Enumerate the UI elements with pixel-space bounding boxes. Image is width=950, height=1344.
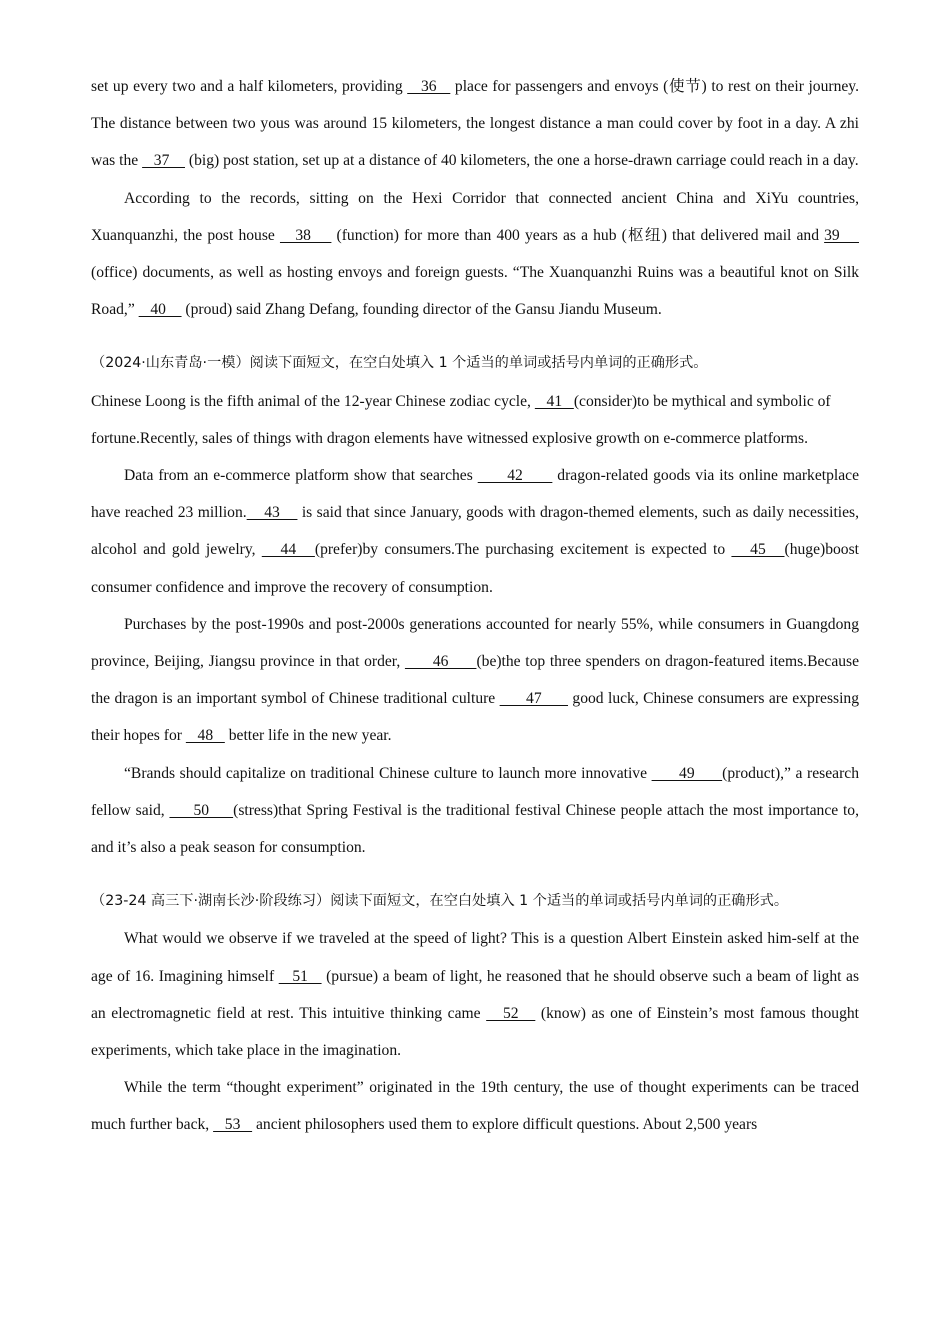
- section-gap: [91, 866, 859, 883]
- answer-blank[interactable]: 38: [279, 226, 332, 244]
- text-segment: (function) for more than 400 years as a hub (枢纽) that delivered mail and: [331, 226, 825, 244]
- s2-paragraph-4: [91, 755, 859, 867]
- text-segment: good luck, Chinese consumers are expressing their hopes for: [91, 690, 860, 745]
- s2-paragraph-3: [91, 606, 859, 755]
- answer-blank[interactable]: 43: [246, 504, 298, 522]
- text-segment: (prefer)by consumers.The purchasing excitement is expected to: [314, 541, 732, 559]
- text-segment: Data from an e-commerce platform show that searches: [124, 467, 478, 485]
- text-segment: (pursue) a beam of light, he reasoned that he should observe such a beam of light as an electromagnetic field at rest. This intuitive thinking came: [91, 967, 860, 1022]
- text-segment: ancient philosophers used them to explore difficult questions. About 2,500 years: [252, 1116, 758, 1134]
- text-segment: better life in the new year.: [224, 727, 392, 745]
- s1-paragraph-2: [91, 180, 859, 329]
- text-segment: According to the records, sitting on the Hexi Corridor that connected ancient China and XiYu countries, Xuanquanzhi, the post house: [91, 189, 859, 244]
- text-segment: is said that since January, goods with dragon-themed elements, such as daily necessities, alcohol and gold jewelry,: [91, 504, 859, 559]
- answer-blank[interactable]: 45: [731, 541, 785, 559]
- text-segment: (know) as one of Einstein’s most famous thought experiments, which take place in the imagination.: [91, 1004, 859, 1060]
- text-segment: (stress)that Spring Festival is the traditional festival Chinese people attach the most importance to, and it’s also a peak season for consumption.: [91, 801, 859, 857]
- text-segment: While the term “thought experiment” originated in the 19th century, the use of thought experiments can be traced much further back,: [91, 1079, 859, 1134]
- text-segment: Chinese Loong is the fifth animal of the 12-year Chinese zodiac cycle,: [91, 392, 535, 410]
- s3-paragraph-2: [91, 1069, 859, 1143]
- s3-source-heading: （23-24 高三下·湖南长沙·阶段练习）阅读下面短文，在空白处填入 1 个适当的单词或括号内单词的正确形式。: [91, 893, 789, 910]
- document-page: [91, 68, 859, 1144]
- text-segment: (big) post station, set up at a distance of 40 kilometers, the one a horse-drawn carriage could reach in a day.: [185, 152, 859, 170]
- answer-blank[interactable]: 46: [404, 653, 477, 671]
- text-segment: Purchases by the post-1990s and post-2000s generations accounted for nearly 55%, while consumers in Guangdong province, Beijing, Jiangsu province in that order,: [91, 615, 859, 671]
- s1-paragraph-1: [91, 68, 859, 180]
- answer-blank[interactable]: 40: [138, 301, 182, 319]
- answer-blank[interactable]: 42: [477, 467, 553, 485]
- text-segment: (product),” a research fellow said,: [91, 764, 859, 819]
- answer-blank[interactable]: 52: [486, 1004, 536, 1022]
- text-segment: What would we observe if we traveled at the speed of light? This is a question Albert Einstein asked him-self at the age of 16. Imagining himself: [91, 930, 859, 985]
- answer-blank[interactable]: 53: [213, 1116, 253, 1134]
- s2-paragraph-2: [91, 457, 859, 606]
- text-segment: place for passengers and envoys (使节) to rest on their journey. The distance between two yous was around 15 kilometers, the longest distance a man could cover by foot in a day. A zhi was the: [91, 78, 859, 170]
- s2-paragraph-1: [91, 383, 859, 457]
- answer-blank[interactable]: 36: [407, 78, 451, 95]
- text-segment: dragon-related goods via its online marketplace have reached 23 million.: [91, 467, 860, 522]
- answer-blank[interactable]: 50: [169, 801, 234, 819]
- answer-blank[interactable]: 49: [651, 764, 723, 782]
- text-segment: (proud) said Zhang Defang, founding director of the Gansu Jiandu Museum.: [181, 301, 662, 319]
- text-segment: “Brands should capitalize on traditional Chinese culture to launch more innovative: [124, 764, 652, 782]
- answer-blank[interactable]: 44: [261, 541, 315, 559]
- answer-blank[interactable]: 39: [824, 226, 859, 244]
- s3-paragraph-1: [91, 920, 859, 1069]
- text-segment: (consider)to be mythical and symbolic of fortune.Recently, sales of things with dragon elements have witnessed explosive growth on e-commerce platforms.: [91, 392, 831, 447]
- text-segment: (huge)boost consumer confidence and improve the recovery of consumption.: [91, 541, 860, 596]
- answer-blank[interactable]: 51: [278, 967, 322, 985]
- answer-blank[interactable]: 41: [534, 392, 574, 410]
- answer-blank[interactable]: 47: [499, 690, 569, 708]
- s2-source-heading: （2024·山东青岛·一模）阅读下面短文，在空白处填入 1 个适当的单词或括号内单词的正确形式。: [91, 355, 708, 372]
- text-segment: (office) documents, as well as hosting envoys and foreign guests. “The Xuanquanzhi Ruins was a beautiful knot on Silk Road,”: [91, 264, 859, 319]
- answer-blank[interactable]: 48: [185, 727, 225, 745]
- answer-blank[interactable]: 37: [142, 152, 185, 170]
- text-segment: set up every two and a half kilometers, providing: [91, 78, 408, 95]
- text-segment: (be)the top three spenders on dragon-featured items.Because the dragon is an important symbol of Chinese traditional culture: [91, 653, 860, 708]
- section-gap: [91, 328, 859, 345]
